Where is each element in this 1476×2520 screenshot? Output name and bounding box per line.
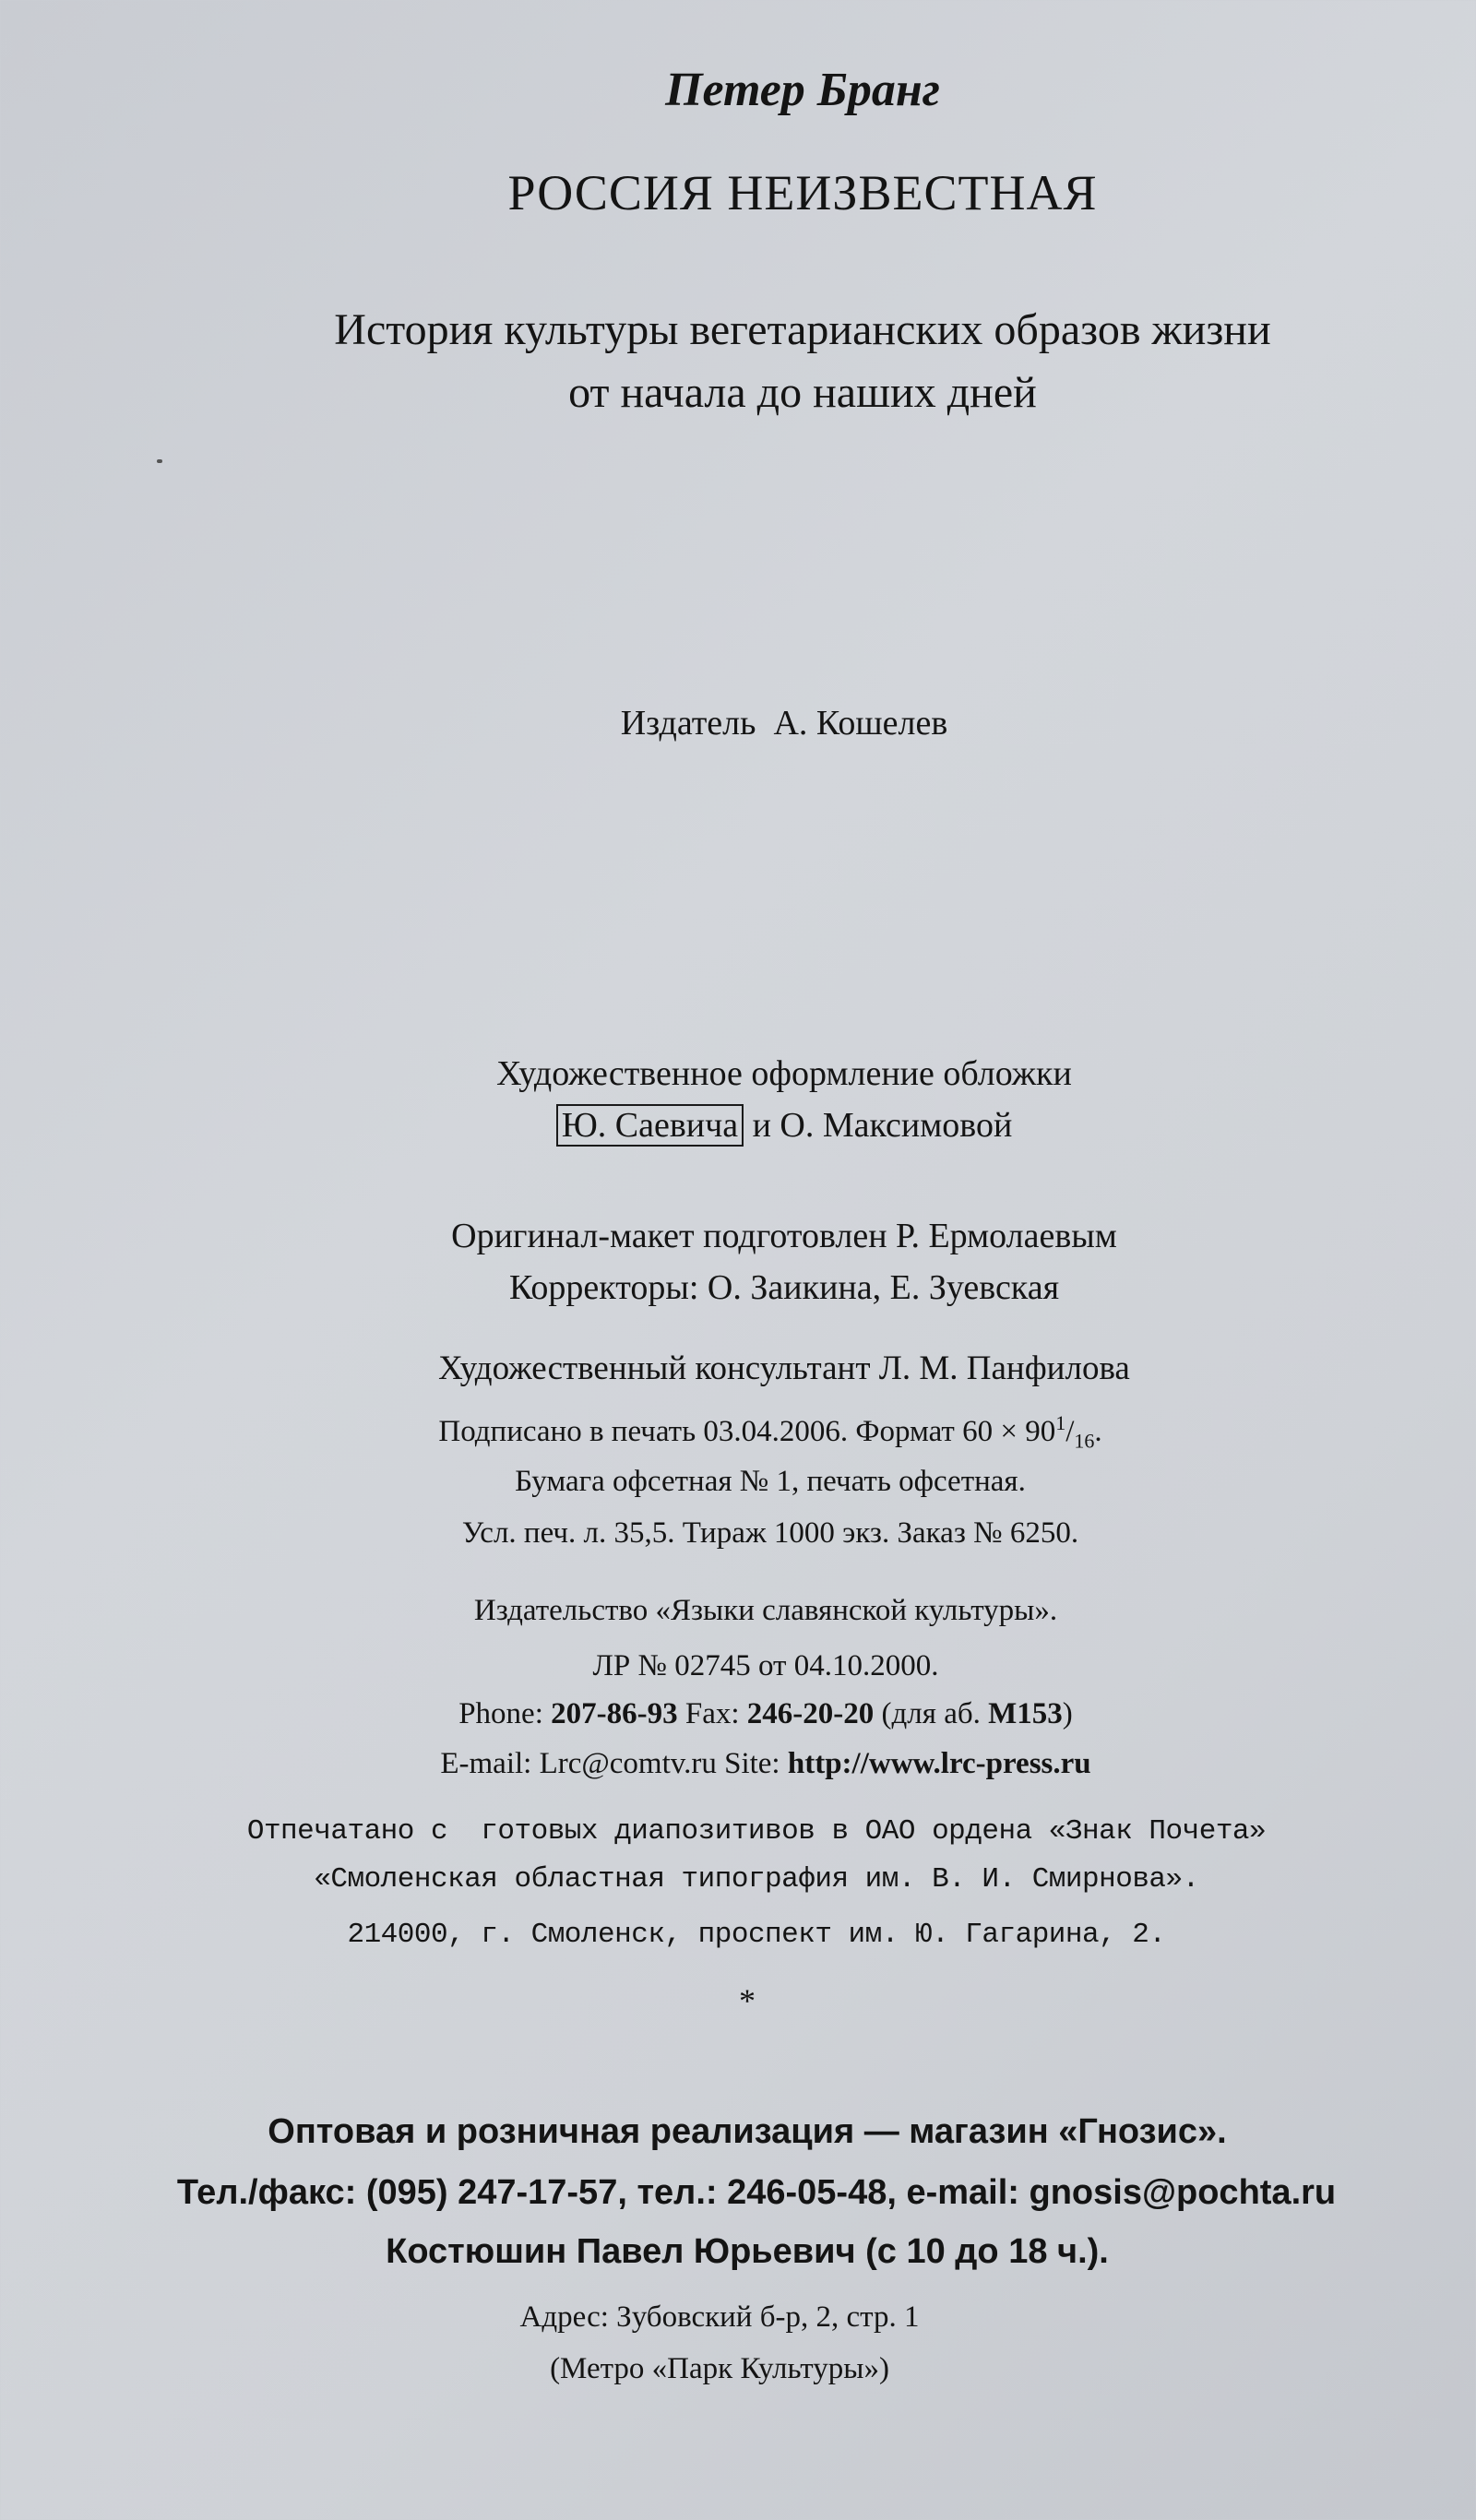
author-name: Петер Бранг	[665, 64, 940, 116]
signed-to-print-line: Подписано в печать 03.04.2006. Формат $60 \times 90^1/_{16}$.	[438, 1411, 1102, 1453]
printed-by-line-1: Отпечатано с готовых диапозитивов в ОАО ордена «Знак Почета»	[246, 1815, 1267, 1848]
sales-line-2: Тел./факс: (095) 247-17-57, тел.: 246-05-48, e-mail: gnosis@pochta.ru	[176, 2173, 1337, 2212]
signed-suffix: .	[1094, 1415, 1102, 1448]
phone-label: Phone:	[458, 1697, 552, 1730]
cover-design-line: Художественное оформление обложки	[496, 1054, 1072, 1093]
fax-note-box: M153	[988, 1697, 1063, 1730]
fax-note-suffix: )	[1062, 1697, 1073, 1730]
book-subtitle-line-2: от начала до наших дней	[568, 368, 1037, 417]
fax-number: 246-20-20	[746, 1697, 875, 1730]
sales-line-1: Оптовая и розничная реализация — магазин «Гнозис».	[268, 2112, 1227, 2151]
printed-by-line-3: 214000, г. Смоленск, проспект им. Ю. Гагарина, 2.	[347, 1919, 1166, 1951]
layout-credit: Оригинал-макет подготовлен Р. Ермолаевым	[451, 1217, 1117, 1255]
format-fraction-denominator: 16	[1074, 1429, 1095, 1453]
format-fraction-numerator: 1	[1055, 1411, 1066, 1434]
email-label: E-mail:	[440, 1747, 540, 1780]
email-site-line	[0, 1747, 1476, 1781]
proofreaders-credit: Корректоры: О. Заикина, Е. Зуевская	[508, 1268, 1060, 1307]
phone-fax-line	[0, 1697, 1476, 1731]
separator-star: *	[739, 1982, 756, 2019]
printed-by-line-2: «Смоленская областная типография им. В. И. Смирнова».	[314, 1863, 1199, 1896]
signed-prefix: Подписано в печать 03.04.2006. Формат 60 × 90	[438, 1415, 1056, 1448]
consultant-credit: Художественный консультант Л. М. Панфилова	[438, 1349, 1130, 1387]
publisher-line: Издатель А. Кошелев	[620, 704, 948, 743]
phone-number: 207-86-93	[551, 1697, 678, 1730]
metro-line: (Метро «Парк Культуры»)	[550, 2352, 889, 2385]
license-line: ЛР № 02745 от 04.10.2000.	[592, 1649, 939, 1682]
fax-note-prefix: (для аб.	[874, 1697, 989, 1730]
publishing-house-line: Издательство «Языки славянской культуры».	[473, 1594, 1058, 1627]
email-address: Lrc@comtv.ru	[539, 1747, 717, 1780]
sales-line-3: Костюшин Павел Юрьевич (с 10 до 18 ч.).	[386, 2232, 1109, 2271]
cover-designer-boxed-name: Ю. Саевича	[556, 1104, 744, 1147]
paper-line: Бумага офсетная № 1, печать офсетная.	[515, 1465, 1026, 1498]
print-run-line: Усл. печ. л. 35,5. Тираж 1000 экз. Заказ № 6250.	[461, 1516, 1079, 1550]
cover-design-names	[0, 1105, 1476, 1146]
site-url: http://www.lrc-press.ru	[787, 1747, 1091, 1780]
book-subtitle-line-1: История культуры вегетарианских образов жизни	[334, 305, 1271, 354]
address-line: Адрес: Зубовский б-р, 2, стр. 1	[519, 2300, 920, 2334]
fax-label: Fax:	[677, 1697, 747, 1730]
site-label: Site:	[716, 1747, 788, 1780]
speck-mark	[157, 459, 162, 463]
book-title: РОССИЯ НЕИЗВЕСТНАЯ	[507, 165, 1098, 220]
cover-designer-rest: и О. Максимовой	[744, 1106, 1013, 1145]
